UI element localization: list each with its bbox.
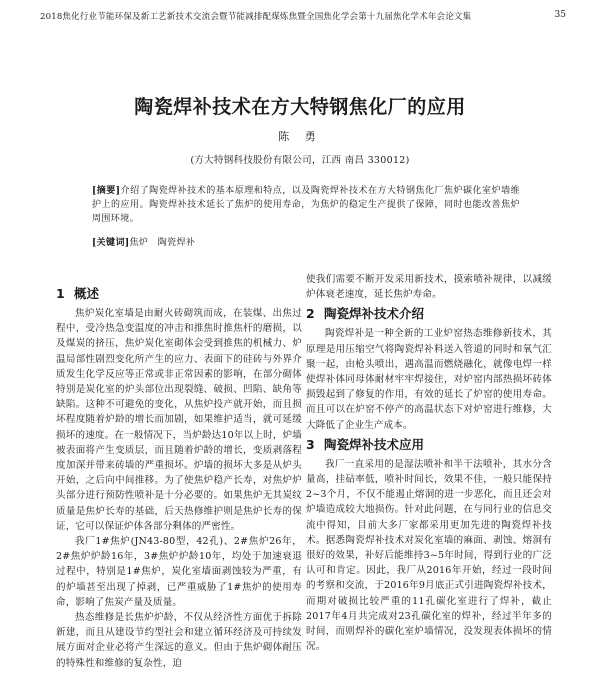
keywords — [92, 236, 520, 250]
author: 陈 勇 — [278, 130, 322, 143]
section-heading — [306, 433, 552, 457]
page-number: 35 — [554, 10, 566, 20]
section-title: 陶瓷焊补技术介绍 — [324, 306, 425, 322]
section-heading — [306, 302, 552, 326]
section-title: 概述 — [74, 286, 100, 301]
section-heading — [56, 282, 302, 306]
paragraph: 我厂一直采用的是湿法喷补和半干法喷补，其水分含量高，挂砧率低，喷补时间长，效果不佳，一般只能保持2~3个月，不仅不能遏止熔洞的进一步恶化，而且还会对炉墙造成较大地损伤。针对此问题，在与同行业的信息交流中得知，目前大多厂家都采用更加先进的陶瓷焊补技术。据悉陶瓷焊补技术对炭化室墙的麻面、剥蚀、熔洞有很好的效果，补好后能维持3~5年时间，得到行业的广泛认可和肯定。因此，我厂从2016年开始，经过一段时间的考察和交流，于2016年9月底正式引进陶瓷焊补技术，而期对破损比较严重的11孔碳化室进行了焊补，截止2017年4月共完成对23孔碳化室的焊补，经过半年多的时间，而则焊补的碳化室炉墙情况，没发现表体损坏的情况。 — [306, 458, 552, 653]
paragraph: 焦炉炭化室墙是由耐火砖砌筑而成，在装煤、出焦过程中，受冷热急变温度的冲击和推焦时推焦杆的磨损，以及煤炭的挤压，焦炉炭化室砌体会受到推焦的机械力、炉温局部性剧烈变化所产生的应力、表面下的硅砖与外界介质发生化学反应等正常或非正常因素的影响，在部分砌体特别是炭化室的炉头部位出现裂缝、破损、凹陷、缺角等缺陷。这种不可避免的变化，从焦炉投产就开始，而且损坏程度随着炉龄的增长而加剧，如果维护适当，就可延缓损坏的速度。在一般情况下，当炉龄达10年以上时，炉墙被表面将产生变质层，而且随着炉龄的增长，变质剥落程度加深并带来砖墙的严重损坏。炉墙的损坏大多是从炉头开始，之后向中间推移。为了使焦炉稳产长寿，对焦炉炉头部分进行预防性喷补是十分必要的。如果焦炉无其炭纹质量是焦炉长寿的基础，后天热修维护则是焦炉长寿的保证，它可以保证炉体各部分剩体的严密性。 — [56, 308, 302, 532]
paper-title: 陶瓷焊补技术在方大特钢焦化厂的应用 — [134, 96, 466, 118]
abstract-label: [摘要] — [92, 186, 121, 196]
right-column — [306, 272, 552, 654]
abstract — [92, 184, 520, 226]
abstract-text: 介绍了陶瓷焊补技术的基本原理和特点，以及陶瓷焊补技术在方大特钢焦化厂焦炉碳化室炉墙维护上的应用。陶瓷焊补技术延长了焦炉的使用寿命，为焦炉的稳定生产提供了保障，同时也能改善焦炉周围环境。 — [92, 186, 520, 224]
keywords-label: [关键词] — [92, 238, 130, 248]
section-number: 1 — [56, 286, 65, 301]
section-number: 3 — [306, 436, 315, 452]
keywords-text: 焦炉 陶瓷焊补 — [129, 238, 196, 248]
paragraph: 陶瓷焊补是一种全新的工业炉窑热态维修新技术，其原理是用压缩空气将陶瓷焊补料送入管道的同时和氧气汇聚一起，由枪头喷出，遇高温而燃烧融化，就像电焊一样使焊补体同母体耐材牢牢焊接住，对炉窑内部热损坏砖体损毁起到了修复的作用，有效的延长了炉窑的使用寿命。而且可以在炉窑不停产的高温状态下对炉窑进行维修，大大降低了企业生产成本。 — [306, 328, 552, 431]
paragraph: 热态维修是长焦炉炉龄，不仅从经济性方面优于拆除新建，而且从建设节约型社会和建立循环经济及可持续发展方面对企业必将产生深远的意义。但由于焦炉砌体耐压的特殊性和维修的复杂性，迫 — [56, 612, 302, 669]
left-column — [56, 272, 302, 671]
running-head: 2018焦化行业节能环保及新工艺新技术交流会暨节能减排配煤炼焦暨全国焦化学会第十九届焦化学术年会论文集 — [40, 12, 472, 22]
paragraph: 我厂1#焦炉(JN43-80型，42孔)、2#焦炉26年，2#焦炉炉龄16年，3#焦炉炉龄10年，均处于加速衰退过程中，特别是1#焦炉，炭化室墙面剥蚀较为严重，有的炉墙甚至出现了掉剥，已严重威胁了1#焦炉的使用寿命，影响了焦炭产量及质量。 — [56, 536, 302, 608]
section-number: 2 — [306, 306, 315, 322]
affiliation: (方大特钢科技股份有限公司，江西 南昌 330012) — [190, 155, 410, 166]
section-title: 陶瓷焊补技术应用 — [324, 436, 425, 452]
paragraph-continuation: 使我们需要不断开发采用新技术，摸索喷补规律，以减缓炉体衰老速度，延长焦炉寿命。 — [306, 274, 552, 301]
